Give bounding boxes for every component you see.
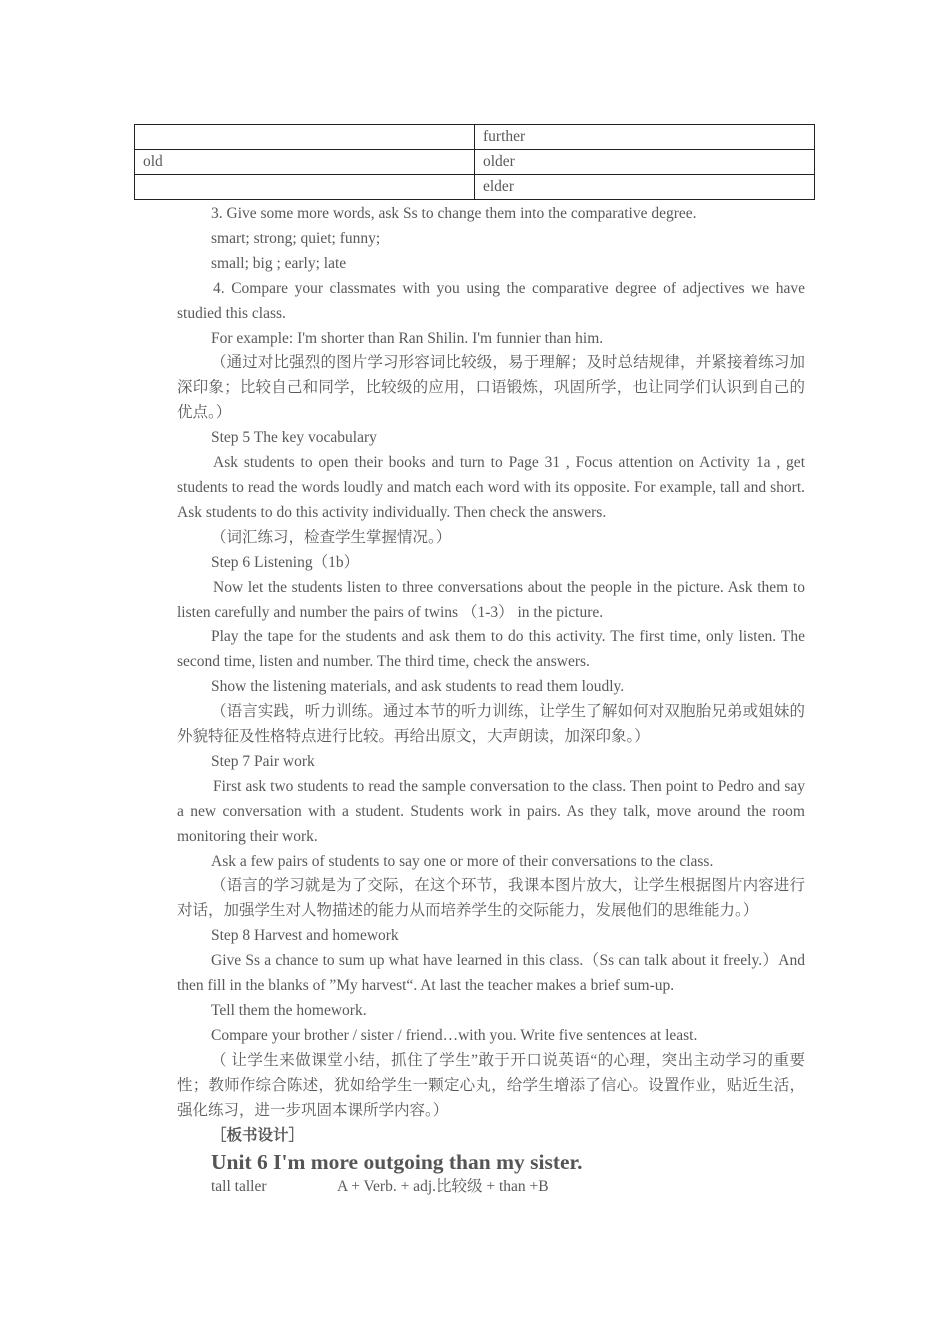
step7-heading: Step 7 Pair work	[211, 752, 315, 770]
board-design-heading: ［板书设计］	[211, 1126, 305, 1144]
lesson-body	[177, 202, 805, 1200]
board-example: tall taller	[211, 1178, 267, 1196]
paragraph-step4: 4. Compare your classmates with you using the comparative degree of adjectives we have studied this class.	[177, 279, 805, 322]
table-cell: further	[475, 125, 815, 150]
board-pattern: A + Verb. + adj.比较级 + than +B	[337, 1178, 549, 1196]
table-cell: old	[135, 150, 475, 175]
paragraph-step6-c: Show the listening materials, and ask students to read them loudly.	[211, 678, 625, 696]
paragraph-step8-c: Compare your brother / sister / friend…with you. Write five sentences at least.	[211, 1026, 698, 1044]
table-cell	[135, 175, 475, 200]
table-cell: older	[475, 150, 815, 175]
chinese-note-4: （语言的学习就是为了交际，在这个环节，我课本图片放大，让学生根据图片内容进行对话，加强学生对人物描述的能力从而培养学生的交际能力，发展他们的思维能力。）	[177, 877, 805, 920]
word-list-2: small; big ; early; late	[211, 254, 347, 272]
paragraph-step3: 3. Give some more words, ask Ss to change them into the comparative degree.	[211, 205, 697, 222]
table-cell	[135, 125, 475, 150]
chinese-note-5: （ 让学生来做课堂小结，抓住了学生”敢于开口说英语“的心理，突出主动学习的重要性；教师作综合陈述，犹如给学生一颗定心丸，给学生增添了信心。设置作业，贴近生活，强化练习，进一步巩固本课所学内容。）	[177, 1051, 805, 1119]
paragraph-step6-a: Now let the students listen to three conversations about the people in the picture. Ask them to listen carefully and number the pairs of twins （1-3） in the picture.	[177, 578, 805, 621]
example-sentence: For example: I'm shorter than Ran Shilin. I'm funnier than him.	[211, 329, 604, 347]
chinese-note-2: （词汇练习，检查学生掌握情况。）	[211, 528, 452, 546]
table-row	[135, 150, 815, 175]
step6-heading: Step 6 Listening（1b）	[211, 553, 360, 571]
table-cell: elder	[475, 175, 815, 200]
board-title: Unit 6 I'm more outgoing than my sister.	[211, 1150, 583, 1175]
comparative-table	[134, 124, 815, 200]
table-row	[135, 125, 815, 150]
step5-heading: Step 5 The key vocabulary	[211, 429, 377, 447]
board-formula	[211, 1175, 805, 1200]
step8-heading: Step 8 Harvest and homework	[211, 927, 399, 945]
paragraph-step8-b: Tell them the homework.	[211, 1002, 367, 1019]
paragraph-step8-a: Give Ss a chance to sum up what have learned in this class.（Ss can talk about it freely.）And then fill in the blanks of ”My harvest“. At last the teacher makes a brief sum-up.	[177, 952, 805, 995]
paragraph-step5: Ask students to open their books and turn to Page 31 , Focus attention on Activity 1a , get students to read the words loudly and match each word with its opposite. For example, tall and short. Ask students to do this activity individually. Then check the answers.	[177, 454, 805, 521]
paragraph-step6-b: Play the tape for the students and ask them to do this activity. The first time, only listen. The second time, listen and number. The third time, check the answers.	[177, 628, 805, 671]
paragraph-step7-a: First ask two students to read the sample conversation to the class. Then point to Pedro and say a new conversation with a student. Students work in pairs. As they talk, move around the room monitoring their work.	[177, 777, 805, 845]
table-row	[135, 175, 815, 200]
chinese-note-1: （通过对比强烈的图片学习形容词比较级，易于理解；及时总结规律，并紧接着练习加深印象；比较自己和同学，比较级的应用，口语锻炼，巩固所学，也让同学们认识到自己的优点。）	[177, 354, 805, 422]
paragraph-step7-b: Ask a few pairs of students to say one or more of their conversations to the class.	[211, 852, 714, 870]
word-list-1: smart; strong; quiet; funny;	[211, 229, 381, 247]
chinese-note-3: （语言实践，听力训练。通过本节的听力训练，让学生了解如何对双胞胎兄弟或姐妹的外貌特征及性格特点进行比较。再给出原文，大声朗读，加深印象。）	[177, 703, 805, 746]
